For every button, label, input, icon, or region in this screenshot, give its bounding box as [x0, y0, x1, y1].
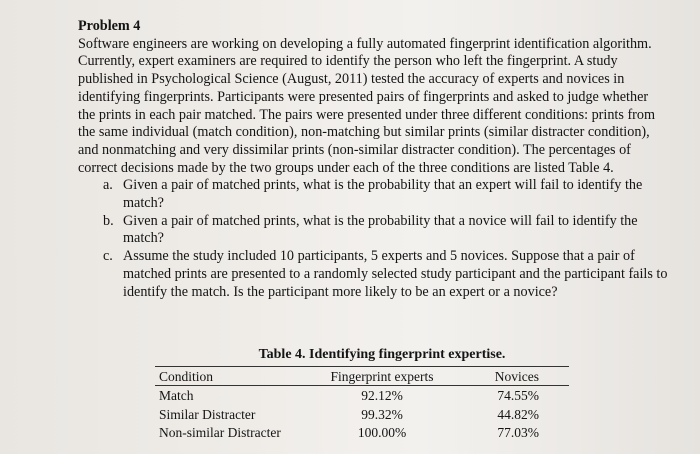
question-marker: b. [103, 212, 114, 229]
table-row [155, 405, 569, 424]
question-marker: a. [103, 177, 113, 194]
column-header-novices: Novices [461, 366, 569, 386]
table-container [155, 346, 569, 442]
problem-title: Problem 4 [78, 18, 141, 34]
problem-content [78, 18, 668, 301]
table-cell: 77.03% [497, 425, 539, 440]
table-header-row [155, 366, 569, 386]
question-list [78, 177, 668, 301]
question-item [78, 213, 668, 248]
question-text: Assume the study included 10 participants, 5 experts and 5 novices. Suppose that a pair of matched prints are presented to a randomly selected study participant and the participant fails to identify the match. Is the participant more likely to be an expert or a novice? [123, 248, 668, 300]
table-cell: Similar Distracter [159, 406, 256, 422]
question-marker: c. [103, 248, 113, 265]
question-item [78, 177, 668, 212]
table-row [155, 386, 569, 405]
table-cell: 92.12% [361, 388, 403, 403]
question-text: Given a pair of matched prints, what is the probability that a novice will fail to identify the match? [123, 212, 638, 247]
table-cell: 74.55% [497, 388, 539, 403]
table-cell: Match [159, 388, 194, 403]
question-item [78, 248, 668, 301]
expertise-table [155, 366, 569, 442]
question-text: Given a pair of matched prints, what is the probability that an expert will fail to identify the match? [123, 177, 643, 212]
table-cell: 44.82% [497, 406, 539, 422]
problem-intro: Software engineers are working on developing a fully automated fingerprint identification algorithm. Currently, expert examiners are required to identify the person who left the fingerprint. A study published in Psychological Science (August, 2011) tested the accuracy of experts and novices in identifying fingerprints. Participants were presented pairs of fingerprints and asked to judge whether the prints in each pair matched. The pairs were presented under three different conditions: prints from the same individual (match condition), non-matching but similar prints (similar distracter condition), and nonmatching and very dissimilar prints (non-similar distracter condition). The percentages of correct decisions made by the two groups under each of the three conditions are listed Table 4. [78, 35, 656, 176]
column-header-experts: Fingerprint experts [303, 366, 461, 386]
table-cell: Non-similar Distracter [159, 425, 281, 440]
table-cell: 100.00% [357, 425, 407, 440]
table-cell: 99.32% [361, 406, 403, 422]
table-row [155, 423, 569, 442]
table-caption: Table 4. Identifying fingerprint expertise. [258, 347, 506, 362]
column-header-condition: Condition [155, 366, 303, 386]
